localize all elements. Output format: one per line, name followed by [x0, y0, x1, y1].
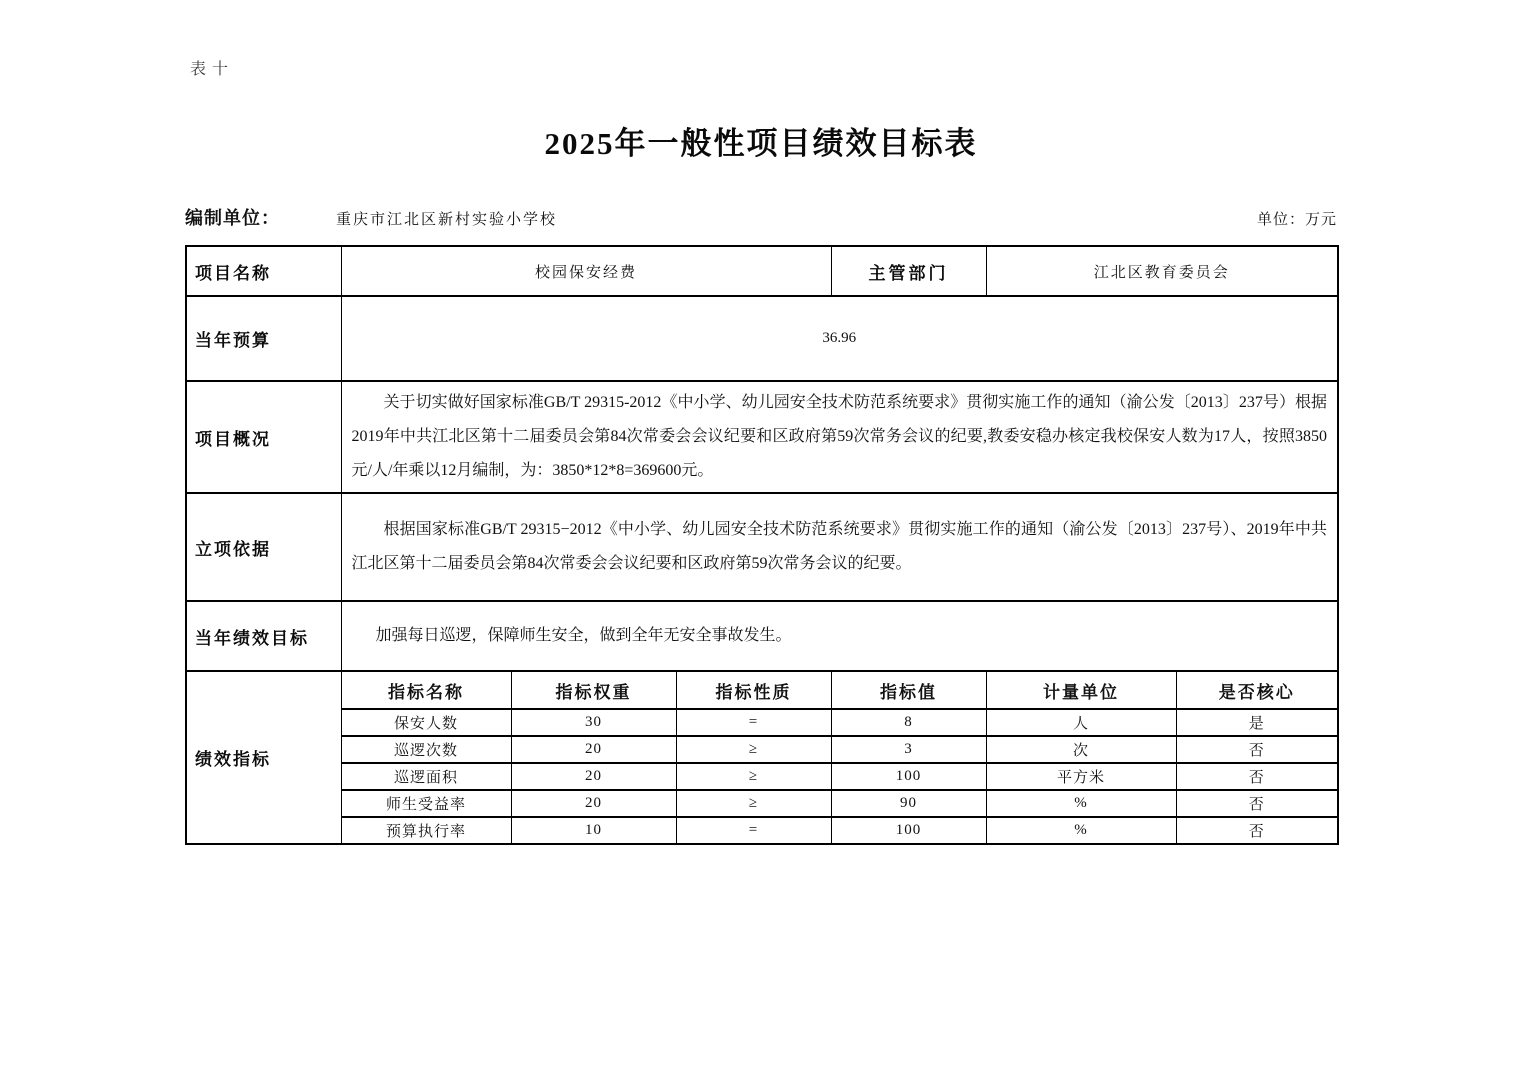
basis-text	[341, 493, 1338, 601]
dept-label: 主管部门	[831, 246, 986, 296]
performance-target-table	[185, 245, 1339, 845]
indicator-header-name: 指标名称	[341, 671, 511, 709]
indicator-header-core: 是否核心	[1176, 671, 1338, 709]
prepared-by-group	[185, 204, 557, 230]
indicator-weight: 10	[511, 817, 676, 844]
indicator-value: 100	[831, 763, 986, 790]
table-row	[186, 601, 1338, 671]
indicator-core: 是	[1176, 709, 1338, 736]
target-label: 当年绩效目标	[186, 601, 341, 671]
indicator-unit: 次	[986, 736, 1176, 763]
indicator-unit: %	[986, 817, 1176, 844]
indicator-name: 巡逻次数	[341, 736, 511, 763]
indicator-unit: %	[986, 790, 1176, 817]
overview-text	[341, 381, 1338, 493]
indicator-row	[186, 763, 1338, 790]
indicator-header-row	[186, 671, 1338, 709]
indicator-value: 100	[831, 817, 986, 844]
indicator-name: 巡逻面积	[341, 763, 511, 790]
budget-label: 当年预算	[186, 296, 341, 381]
indicator-header-unit: 计量单位	[986, 671, 1176, 709]
indicator-row	[186, 790, 1338, 817]
indicator-core: 否	[1176, 790, 1338, 817]
indicator-header-value: 指标值	[831, 671, 986, 709]
target-text	[341, 601, 1338, 671]
meta-row	[185, 204, 1337, 230]
table-row	[186, 296, 1338, 381]
indicator-nature: =	[676, 817, 831, 844]
unit-label: 单位：万元	[1256, 212, 1337, 228]
budget-value: 36.96	[341, 296, 1338, 381]
basis-paragraph: 根据国家标准GB/T 29315−2012《中小学、幼儿园安全技术防范系统要求》贯彻实施工作的通知（渝公发〔2013〕237号）、2019年中共江北区第十二届委员会第84次常委会会议纪要和区政府第59次常务会议的纪要。	[351, 521, 1328, 572]
overview-label: 项目概况	[186, 381, 341, 493]
indicator-nature: ≥	[676, 736, 831, 763]
indicator-name: 师生受益率	[341, 790, 511, 817]
indicator-value: 8	[831, 709, 986, 736]
indicator-header-weight: 指标权重	[511, 671, 676, 709]
table-row	[186, 493, 1338, 601]
table-row	[186, 381, 1338, 493]
project-name-label: 项目名称	[186, 246, 341, 296]
indicator-weight: 20	[511, 736, 676, 763]
overview-paragraph: 关于切实做好国家标准GB/T 29315-2012《中小学、幼儿园安全技术防范系统要求》贯彻实施工作的通知（渝公发〔2013〕237号）根据2019年中共江北区第十二届委员会第84次常委会会议纪要和区政府第59次常务会议的纪要,教委安稳办核定我校保安人数为17人，按照3850元/人/年乘以12月编制，为：3850*12*8=369600元。	[351, 394, 1328, 479]
indicator-nature: =	[676, 709, 831, 736]
indicator-name: 保安人数	[341, 709, 511, 736]
project-name-value: 校园保安经费	[341, 246, 831, 296]
page-title: 2025年一般性项目绩效目标表	[544, 126, 978, 161]
indicator-unit: 平方米	[986, 763, 1176, 790]
indicator-core: 否	[1176, 763, 1338, 790]
indicator-row	[186, 817, 1338, 844]
table-row	[186, 246, 1338, 296]
indicator-row	[186, 736, 1338, 763]
indicator-nature: ≥	[676, 790, 831, 817]
indicator-weight: 20	[511, 763, 676, 790]
indicator-nature: ≥	[676, 763, 831, 790]
target-paragraph: 加强每日巡逻，保障师生安全，做到全年无安全事故发生。	[375, 627, 792, 644]
table-number-label: 表十	[190, 61, 235, 78]
indicator-core: 否	[1176, 817, 1338, 844]
indicator-core: 否	[1176, 736, 1338, 763]
indicator-header-nature: 指标性质	[676, 671, 831, 709]
indicator-value: 90	[831, 790, 986, 817]
indicator-unit: 人	[986, 709, 1176, 736]
indicators-label: 绩效指标	[186, 671, 341, 844]
dept-value: 江北区教育委员会	[986, 246, 1338, 296]
indicator-value: 3	[831, 736, 986, 763]
basis-label: 立项依据	[186, 493, 341, 601]
indicator-weight: 20	[511, 790, 676, 817]
indicator-weight: 30	[511, 709, 676, 736]
indicator-row	[186, 709, 1338, 736]
prepared-by-value: 重庆市江北区新村实验小学校	[336, 212, 558, 228]
indicator-name: 预算执行率	[341, 817, 511, 844]
prepared-by-label: 编制单位：	[185, 208, 280, 228]
